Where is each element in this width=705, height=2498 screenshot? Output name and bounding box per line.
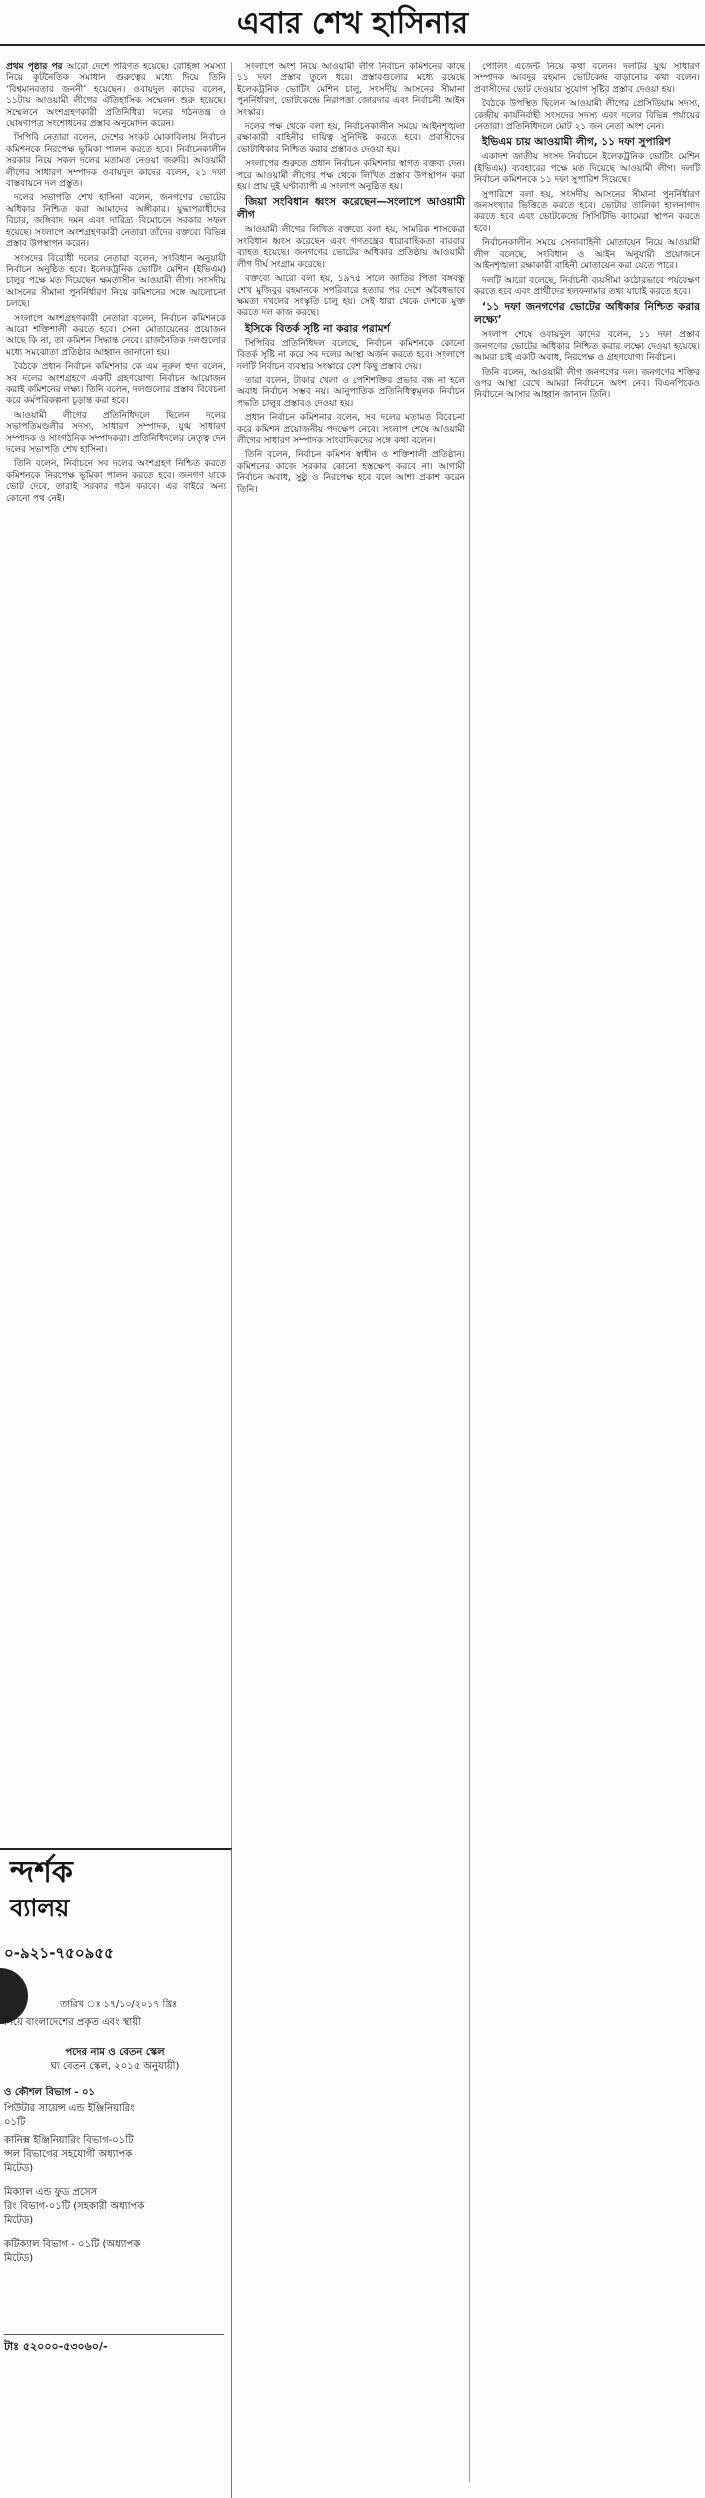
article-paragraph: তিনি বলেন, নির্বাচন কমিশন স্বাধীন ও শক্তিশালী প্রতিষ্ঠান। কমিশনের কাজে সরকার কোনো হস্তক্ষেপ করবে না। আগামী নির্বাচন অবাধ, সুষ্ঠু ও নিরপেক্ষ হবে বলে আশা প্রকাশ করেন তিনি। bbox=[237, 450, 465, 495]
article-paragraph: বৈঠকে উপস্থিত ছিলেন আওয়ামী লীগের প্রেসিডিয়াম সদস্য, কেন্দ্রীয় কার্যনির্বাহী সংসদের সদস্য এবং দলের বিভিন্ন পর্যায়ের নেতারা। প্রতিনিধিদলে মোট ২১ জন নেতা অংশ নেন। bbox=[474, 99, 700, 133]
article-paragraph: তারা বলেন, টাকার খেলা ও পেশিশক্তির প্রভাব বন্ধ না হলে অবাধ নির্বাচন সম্ভব নয়। আনুপাতিক প্রতিনিধিত্বমূলক নির্বাচন পদ্ধতি চালুর প্রস্তাবও দেওয়া হয়। bbox=[237, 375, 465, 409]
article-paragraph: সংলাপে অংশ নিয়ে আওয়ামী লীগ নির্বাচন কমিশনের কাছে ১১ দফা প্রস্তাব তুলে ধরে। প্রস্তাবগুলোর মধ্যে রয়েছে ইলেকট্রনিক ভোটিং মেশিন চালু, সংসদীয় আসনের সীমানা পুনর্নির্ধারণ, ভোটকেন্দ্রে নিরাপত্তা জোরদার এবং নির্বাচনী আইন সংস্কার। bbox=[237, 62, 465, 118]
ad-line: পদের নাম ও বেতন স্কেল bbox=[65, 2047, 165, 2058]
article-column-2 bbox=[237, 62, 465, 2482]
article-paragraph: নির্বাচনকালীন সময়ে সেনাবাহিনী মোতায়েন নিয়ে আওয়ামী লীগ বলেছে, সংবিধান ও আইন অনুযায়ী প্রয়োজনে আইনশৃঙ্খলা রক্ষাকারী বাহিনী মোতায়েন করা যেতে পারে। bbox=[474, 238, 700, 272]
headline-band bbox=[0, 0, 705, 60]
ad-subtitle: ব্যালয় bbox=[10, 1894, 70, 1922]
ad-date: তারিখ ঃ ১৭/১০/২০১৭ খ্রিঃ bbox=[60, 1999, 178, 2010]
article-paragraph: পোলিং এজেন্ট নিয়ে কথা বলেন। দলটির যুগ্ম সাধারণ সম্পাদক আবদুর রহমান ভোটকেন্দ্র বাড়ানোর কথা বলেন। প্রবাসীদের ভোট দেওয়ার সুযোগ সৃষ্টির প্রস্তাব দেওয়া হয়। bbox=[474, 62, 700, 95]
ad-line: মিটেড) bbox=[4, 2253, 34, 2264]
ad-phone: ০-৯২১-৭৫০৯৫৫ bbox=[4, 1944, 114, 1962]
article-paragraph: আওয়ামী লীগের প্রতিনিধিদলে ছিলেন দলের সভাপতিমণ্ডলীর সদস্য, সাধারণ সম্পাদক, যুগ্ম সাধারণ সম্পাদক ও সাংগঠনিক সম্পাদকরা। প্রতিনিধিদলের নেতৃত্ব দেন দলের সভাপতি শেখ হাসিনা। bbox=[6, 410, 226, 455]
article-paragraph: সংলাপে অংশগ্রহণকারী নেতারা বলেন, নির্বাচন কমিশনকে আরো শক্তিশালী করতে হবে। সেনা মোতায়েনের প্রয়োজন আছে কি না, তা কমিশন সিদ্ধান্ত নেবে। রাজনৈতিক দলগুলোর মধ্যে সমঝোতা প্রতিষ্ঠার আহ্বান জানানো হয়। bbox=[6, 313, 226, 358]
ad-line: কানিক্স ইঞ্জিনিয়ারিং বিভাগ-০১টি bbox=[4, 2135, 134, 2146]
article-headline: এবার শেখ হাসিনার bbox=[0, 6, 705, 42]
article-paragraph: আওয়ামী লীগের লিখিত বক্তব্যে বলা হয়, সামরিক শাসকেরা সংবিধান ধ্বংস করেছেন এবং গণতন্ত্রের ধারাবাহিকতা বারবার ব্যাহত হয়েছে। জনগণের ভোটের অধিকার প্রতিষ্ঠায় আওয়ামী লীগ দীর্ঘ সংগ্রাম করেছে। bbox=[237, 225, 465, 270]
article-paragraph: প্রধান নির্বাচন কমিশনার বলেন, সব দলের মতামত বিবেচনা করে কমিশন প্রয়োজনীয় পদক্ষেপ নেবে। সংলাপ শেষে আওয়ামী লীগের সাধারণ সম্পাদক সাংবাদিকদের সঙ্গে কথা বলেন। bbox=[237, 413, 465, 446]
ad-line: মিক্যাল এন্ড ফুড প্রসেস bbox=[4, 2187, 98, 2198]
ad-fee: টাঃ ৫২০০০-৫৩০৬০/- bbox=[4, 2334, 224, 2357]
article-subheading: জিয়া সংবিধান ধ্বংস করেছেন—সংলাপে আওয়ামী লীগ bbox=[237, 196, 465, 222]
article-paragraph: প্রথম পৃষ্ঠার পর আরো দেশে পরিণত হয়েছে। রোহিঙ্গা সমস্যা নিয়ে কূটনৈতিক সমাধান গুরুত্বের মধ্যে দিয়ে তিনি ‘বিশ্বমানবতার জননী’ হয়েছেন। ওবায়দুল কাদের বলেন, ১১টায় আওয়ামী লীগের ঐতিহাসিক সম্মেলন শুরু হয়েছে। সম্মেলনে অংশগ্রহণকারী প্রতিনিধিরা দলের গঠনতন্ত্র ও ঘোষণাপত্র সংশোধনের প্রস্তাব অনুমোদন করেন। bbox=[6, 62, 226, 130]
ad-line: ০১টি bbox=[4, 2117, 26, 2128]
ad-line: মিটেড) bbox=[4, 2163, 34, 2174]
article-subheading: ইভিএম চায় আওয়ামী লীগ, ১১ দফা সুপারিশ bbox=[482, 136, 671, 149]
job-advertisement bbox=[0, 1848, 232, 2498]
article-subheading: ইসিকে বিতর্ক সৃষ্টি না করার পরামর্শ bbox=[245, 322, 390, 335]
article-subheading: ‘১১ দফা জনগণের ভোটের অধিকার নিশ্চিত করার লক্ষ্যে’ bbox=[474, 301, 700, 327]
article-paragraph: দলের সভাপতি শেখ হাসিনা বলেন, জনগণের ভোটের অধিকার নিশ্চিত করা আমাদের অঙ্গীকার। যুদ্ধাপরাধীদের বিচার, জঙ্গিবাদ দমন এবং দারিদ্র্য বিমোচনে সরকার সফল হয়েছে। সংলাপে অংশগ্রহণকারী নেতারা তাঁদের বক্তব্যে বিভিন্ন প্রস্তাব উপস্থাপন করেন। bbox=[6, 193, 226, 250]
article-paragraph: সিপিবি নেতারা বলেন, দেশের সংকট মোকাবিলায় নির্বাচন কমিশনকে নিরপেক্ষ ভূমিকা পালন করতে হবে। নির্বাচনকালীন সরকার নিয়ে সকল দলের মতামত নেওয়া জরুরি। আওয়ামী লীগের সাধারণ সম্পাদক ওবায়দুল কাদের বলেন, ২১ দফা বাস্তবায়নে দল প্রস্তুত। bbox=[6, 133, 226, 190]
ad-line: প্সল বিভাগের সহযোগী অধ্যাপক bbox=[4, 2149, 133, 2160]
ad-line: কটিক্যাল বিভাগ - ০১টি (অধ্যাপক bbox=[4, 2239, 141, 2250]
ad-line: পিউটার সায়েন্স এন্ড ইঞ্জিনিয়ারিং bbox=[4, 2103, 135, 2114]
article-paragraph: সংসদের বিরোধী দলের নেতারা বলেন, সংবিধান অনুযায়ী নির্বাচন অনুষ্ঠিত হবে। ইলেকট্রনিক ভোটিং মেশিন (ইভিএম) চালুর পক্ষে মত দিয়েছেন ক্ষমতাসীন আওয়ামী লীগ। সংসদীয় আসনের সীমানা পুনর্নির্ধারণ নিয়ে কমিশনের সঙ্গে আলোচনা চলছে। bbox=[6, 253, 226, 310]
article-paragraph: একাদশ জাতীয় সংসদ নির্বাচনে ইলেকট্রনিক ভোটিং মেশিন (ইভিএম) ব্যবহারের পক্ষে মত দিয়েছে আওয়ামী লীগ। দলটি নির্বাচন কমিশনকে ১১ দফা সুপারিশ দিয়েছে। bbox=[474, 152, 700, 186]
ad-line: ও কৌশল বিভাগ - ০১ bbox=[4, 2087, 96, 2098]
ad-line: রিং বিভাগ-০১টি (সহকারী অধ্যাপক bbox=[4, 2201, 145, 2212]
column-rule bbox=[469, 62, 470, 2482]
continuation-label: প্রথম পৃষ্ঠার পর bbox=[6, 62, 63, 72]
article-paragraph: বৈঠকে প্রধান নির্বাচন কমিশনার কে এম নূরুল হুদা বলেন, সব দলের অংশগ্রহণে একটি গ্রহণযোগ্য নির্বাচন আয়োজন করাই কমিশনের লক্ষ্য। তিনি বলেন, দলগুলোর প্রস্তাব বিবেচনা করে কর্মপরিকল্পনা চূড়ান্ত করা হবে। bbox=[6, 362, 226, 407]
article-paragraph: তিনি বলেন, নির্বাচনে সব দলের অংশগ্রহণ নিশ্চিত করতে কমিশনকে নিরপেক্ষ ভূমিকা পালন করতে হবে। জনগণ যাকে ভোট দেবে, তারাই সরকার গঠন করবে। এর বাইরে অন্য কোনো পথ নেই। bbox=[6, 459, 226, 504]
article-paragraph: দলের পক্ষ থেকে বলা হয়, নির্বাচনকালীন সময়ে আইনশৃঙ্খলা রক্ষাকারী বাহিনীর দায়িত্ব সুনির্দিষ্ট করতে হবে। প্রবাসীদের ভোটাধিকার নিশ্চিত করার প্রস্তাবও দেওয়া হয়। bbox=[237, 122, 465, 155]
ad-line: নিয়ে বাংলাদেশের প্রকৃত এবং স্থায়ী bbox=[4, 2017, 141, 2028]
article-paragraph: দলটি আরো বলেছে, নির্বাচনী ব্যয়সীমা কঠোরভাবে পর্যবেক্ষণ করতে হবে এবং প্রার্থীদের হলফনামার তথ্য যাচাই করতে হবে। bbox=[474, 275, 700, 297]
article-column-1 bbox=[6, 62, 226, 1842]
article-paragraph: সংলাপের শুরুতে প্রধান নির্বাচন কমিশনার স্বাগত বক্তব্য দেন। পরে আওয়ামী লীগের পক্ষ থেকে লিখিত প্রস্তাব উপস্থাপন করা হয়। প্রায় দুই ঘণ্টাব্যাপী এ সংলাপ অনুষ্ঠিত হয়। bbox=[237, 159, 465, 193]
article-paragraph: সংলাপ শেষে ওবায়দুল কাদের বলেন, ১১ দফা প্রস্তাব জনগণের ভোটের অধিকার নিশ্চিত করার লক্ষ্যে দেওয়া হয়েছে। আমরা চাই একটি অবাধ, নিরপেক্ষ ও গ্রহণযোগ্য নির্বাচন। bbox=[474, 330, 700, 364]
ad-line: ঘ্য বেতন স্কেল, ২০১৫ অনুযায়ী) bbox=[50, 2061, 180, 2072]
article-paragraph: সিপিবির প্রতিনিধিদল বলেছে, নির্বাচন কমিশনকে কোনো বিতর্ক সৃষ্টি না করে সব দলের আস্থা অর্জন করতে হবে। সংলাপে দলটি নির্বাচন ব্যবস্থার সংস্কারে বেশ কিছু প্রস্তাব দেয়। bbox=[237, 338, 465, 372]
ad-line: মিটেড) bbox=[4, 2215, 34, 2226]
article-paragraph: বক্তব্যে আরো বলা হয়, ১৯৭৫ সালে জাতির পিতা বঙ্গবন্ধু শেখ মুজিবুর রহমানকে সপরিবারে হত্যার পর দেশে অবৈধভাবে ক্ষমতা দখলের সংস্কৃতি চালু হয়। সেই ধারা থেকে দেশকে মুক্ত করতে দল কাজ করছে। bbox=[237, 274, 465, 319]
headline-rule bbox=[0, 44, 705, 46]
article-column-3 bbox=[474, 62, 700, 2482]
article-paragraph: তিনি বলেন, আওয়ামী লীগ জনগণের দল। জনগণের শক্তির ওপর আস্থা রেখে আমরা নির্বাচনে অংশ নেব। বিএনপিকেও নির্বাচনে আসার আহ্বান জানান তিনি। bbox=[474, 367, 700, 401]
ad-title: ন্দর্শক bbox=[10, 1855, 73, 1890]
article-paragraph: সুপারিশে বলা হয়, সংসদীয় আসনের সীমানা পুনর্নির্ধারণ জনসংখ্যার ভিত্তিতে করতে হবে। ভোটার তালিকা হালনাগাদ করতে হবে এবং ভোটকেন্দ্রে সিসিটিভি ক্যামেরা স্থাপন করতে হবে। bbox=[474, 189, 700, 234]
